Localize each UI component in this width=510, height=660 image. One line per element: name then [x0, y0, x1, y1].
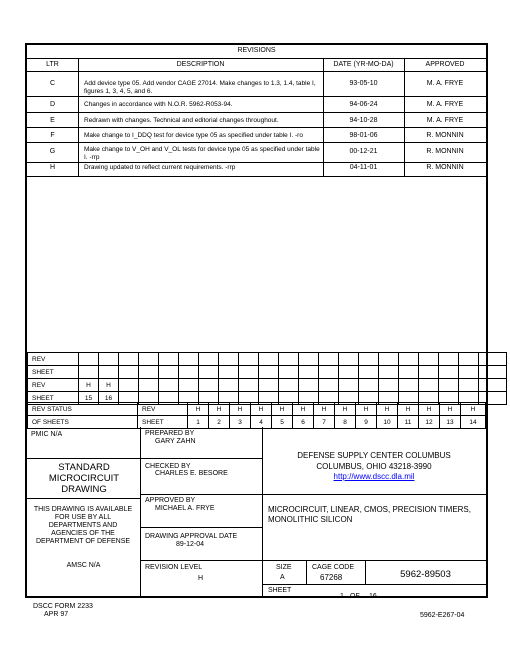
size-value: A: [280, 574, 285, 581]
status-rev-cell: H: [419, 403, 440, 416]
rev-description: Changes in accordance with N.O.R. 5962-R053-94.: [84, 101, 233, 108]
status-sheet-cell: 1: [188, 416, 209, 429]
revision-level-label: REVISION LEVEL: [145, 564, 203, 571]
agency-url-wrap: [262, 472, 486, 482]
rev-ltr: D: [49, 101, 56, 108]
divider: [78, 58, 79, 176]
of-sheets-label: OF SHEETS: [28, 416, 138, 429]
divider: [306, 560, 307, 584]
sheet-cell: 16: [99, 392, 119, 405]
approval-date: 89-12-04: [175, 541, 205, 548]
prepared-by-label: PREPARED BY: [145, 430, 195, 437]
status-sheet-cell: 5: [272, 416, 293, 429]
rev-approved: M. A. FRYE: [426, 117, 464, 124]
form-date: APR 97: [44, 611, 69, 618]
col-header-date: DATE (YR-MO-DA): [333, 61, 394, 68]
status-sheet-cell: 12: [419, 416, 440, 429]
divider: [27, 176, 486, 177]
status-rev-cell: H: [293, 403, 314, 416]
status-rev-cell: H: [356, 403, 377, 416]
rev-cell: H: [79, 379, 99, 392]
divider: [140, 527, 262, 528]
divider: [27, 162, 486, 163]
divider: [140, 560, 262, 561]
rev-label: REV: [28, 379, 79, 392]
drawing-number: 5962-89503: [400, 569, 451, 580]
rev-ltr: H: [49, 164, 56, 171]
checked-by-name: CHARLES E. BESORE: [155, 470, 228, 477]
sheet-total: 16: [369, 593, 377, 600]
rev-date: 04-11-01: [349, 164, 378, 171]
sheet-cell: 15: [79, 392, 99, 405]
rev-date: 94-10-28: [349, 117, 378, 124]
divider: [27, 71, 486, 72]
status-rev-cell: H: [461, 403, 486, 416]
form-number: DSCC FORM 2233: [33, 603, 93, 610]
pmic-label: PMIC N/A: [31, 431, 63, 438]
rev-description: Drawing updated to reflect current requirements. -rrp: [84, 164, 236, 171]
checked-by-label: CHECKED BY: [145, 463, 191, 470]
standard-drawing-title: STANDARD MICROCIRCUIT DRAWING: [48, 462, 120, 495]
rev-status-label: REV STATUS: [28, 403, 138, 416]
status-sheet-cell: 7: [314, 416, 335, 429]
availability-statement: THIS DRAWING IS AVAILABLE FOR USE BY ALL DEPARTMENTS AND AGENCIES OF THE DEPARTMENT OF DEFENSE: [33, 506, 133, 545]
rev-cell: H: [99, 379, 119, 392]
rev-approved: R. MONNIN: [426, 132, 464, 139]
rev-label: REV: [138, 403, 188, 416]
status-rev-cell: H: [251, 403, 272, 416]
approved-by-label: APPROVED BY: [145, 497, 196, 504]
approval-date-label: DRAWING APPROVAL DATE: [145, 533, 238, 540]
rev-ltr: E: [50, 117, 55, 124]
sheet-label: SHEET: [28, 366, 79, 379]
sheet-number: 1: [340, 593, 344, 600]
status-rev-cell: H: [209, 403, 230, 416]
rev-description: Redrawn with changes. Technical and editorial changes throughout.: [84, 117, 279, 124]
status-sheet-cell: 9: [356, 416, 377, 429]
grid-row-sheet-blank: [28, 366, 507, 379]
rev-status-grid: [27, 352, 507, 405]
amsc-label: AMSC N/A: [66, 562, 101, 569]
approved-by-name: MICHAEL A. FRYE: [155, 505, 215, 512]
divider: [27, 58, 486, 59]
divider: [27, 96, 486, 97]
status-rev-cell: H: [440, 403, 461, 416]
of-sheets-row: [28, 416, 486, 429]
rev-ltr: C: [49, 80, 56, 87]
status-sheet-cell: 3: [230, 416, 251, 429]
rev-date: 00-12-21: [349, 148, 378, 155]
rev-approved: R. MONNIN: [426, 148, 464, 155]
status-sheet-cell: 11: [398, 416, 419, 429]
status-sheet-cell: 8: [335, 416, 356, 429]
rev-date: 93-05-10: [349, 80, 378, 87]
grid-row-rev-blank: [28, 353, 507, 366]
rev-ltr: G: [49, 148, 56, 155]
rev-ltr: F: [50, 132, 55, 139]
col-header-ltr: LTR: [46, 61, 59, 68]
divider: [27, 127, 486, 128]
rev-status-table: [27, 402, 486, 429]
prepared-by-name: GARY ZAHN: [155, 438, 196, 445]
divider: [27, 142, 486, 143]
rev-description: Make change to V_OH and V_OL tests for device type 05 as specified under table I. -rrp: [84, 146, 320, 161]
status-sheet-cell: 6: [293, 416, 314, 429]
rev-date: 98-01-06: [349, 132, 378, 139]
status-sheet-cell: 13: [440, 416, 461, 429]
divider: [27, 458, 140, 459]
status-rev-cell: H: [230, 403, 251, 416]
status-sheet-cell: 2: [209, 416, 230, 429]
agency-url-link[interactable]: http://www.dscc.dla.mil: [333, 472, 415, 481]
doc-number: 5962-E267-04: [420, 612, 465, 619]
rev-approved: M. A. FRYE: [426, 101, 464, 108]
divider: [262, 494, 486, 495]
status-rev-cell: H: [398, 403, 419, 416]
col-header-description: DESCRIPTION: [176, 61, 225, 68]
divider: [262, 560, 486, 561]
divider: [262, 584, 486, 585]
divider: [140, 458, 262, 459]
rev-date: 94-06-24: [349, 101, 378, 108]
agency-address: COLUMBUS, OHIO 43218-3990: [316, 462, 432, 471]
sheet-label: SHEET: [138, 416, 188, 429]
status-rev-cell: H: [314, 403, 335, 416]
rev-approved: M. A. FRYE: [426, 80, 464, 87]
rev-label: REV: [28, 353, 79, 366]
grid-row-rev-cont: [28, 379, 507, 392]
rev-status-row: [28, 403, 486, 416]
agency-name: DEFENSE SUPPLY CENTER COLUMBUS: [297, 451, 451, 460]
rev-description: Add device type 05. Add vendor CAGE 27014. Make changes to 1.3, 1.4, table I, figures 1, 3, 4, 5, and 6.: [84, 80, 316, 95]
col-header-approved: APPROVED: [425, 61, 465, 68]
status-rev-cell: H: [335, 403, 356, 416]
cage-code-value: 67268: [320, 573, 343, 582]
rev-description: Make change to I_DDQ test for device type 05 as specified under table I. -ro: [84, 132, 303, 139]
status-sheet-cell: 4: [251, 416, 272, 429]
sheet-label: SHEET: [28, 392, 79, 405]
rev-approved: R. MONNIN: [426, 164, 464, 171]
divider: [27, 112, 486, 113]
sheet-label: SHEET: [268, 587, 292, 594]
status-rev-cell: H: [377, 403, 398, 416]
cage-code-label: CAGE CODE: [312, 564, 355, 571]
sheet-of: OF: [350, 593, 360, 600]
revision-level: H: [198, 575, 204, 582]
revisions-title: REVISIONS: [237, 47, 276, 54]
status-rev-cell: H: [188, 403, 209, 416]
divider: [27, 498, 140, 499]
status-sheet-cell: 14: [461, 416, 486, 429]
size-label: SIZE: [276, 564, 292, 571]
divider: [140, 427, 141, 597]
status-sheet-cell: 10: [377, 416, 398, 429]
drawing-title: MICROCIRCUIT, LINEAR, CMOS, PRECISION TIMERS, MONOLITHIC SILICON: [268, 505, 471, 524]
status-rev-cell: H: [272, 403, 293, 416]
divider: [140, 494, 262, 495]
